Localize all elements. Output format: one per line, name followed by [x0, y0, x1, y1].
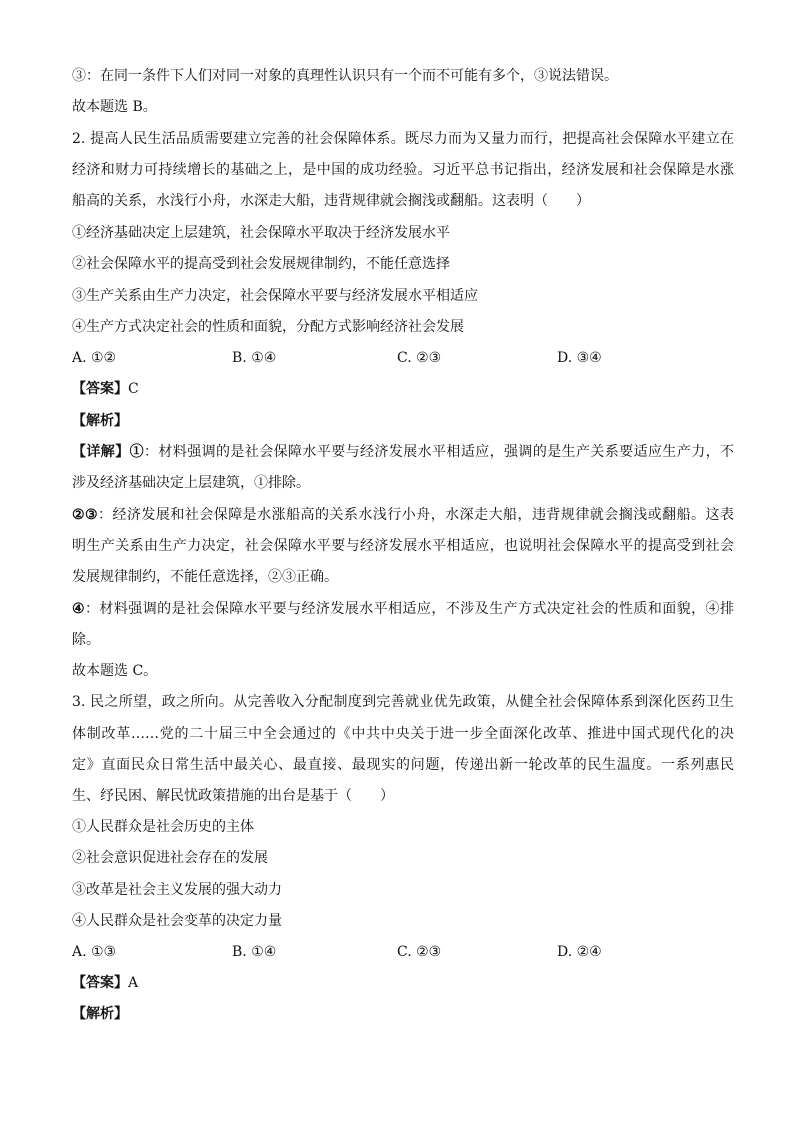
q2-stem-line-2: 经济和财力可持续增长的基础之上，是中国的成功经验。习近平总书记指出，经济发展和社会保障是水涨	[72, 162, 734, 178]
answer-tag: 【答案】	[72, 975, 128, 991]
q2-detail-2-line-2: 明生产关系由生产力决定，社会保障水平要与经济发展水平相适应，也说明社会保障水平的提高受到社会	[72, 538, 734, 554]
q3-item-2: ②社会意识促进社会存在的发展	[72, 850, 268, 866]
q3-stem-line-3: 定》直面民众日常生活中最关心、最直接、最现实的问题，传递出新一轮改革的民生温度。一系列惠民	[72, 757, 734, 773]
q2-option-c: C. ②③	[397, 350, 442, 366]
q3-stem-line-4: 生、纾民困、解民忧政策措施的出台是基于（ ）	[72, 788, 394, 804]
detail-tag: 【详解】	[72, 444, 130, 460]
prev-conclusion: 故本题选 B。	[72, 99, 157, 115]
detail-2-head: ②③	[72, 507, 99, 523]
q3-stem-line-2: 体制改革……党的二十届三中全会通过的《中共中央关于进一步全面深化改革、推进中国式现代化的决	[72, 726, 734, 742]
q3-option-c: C. ②③	[397, 944, 442, 960]
detail-1-head: ①	[129, 444, 145, 460]
q2-answer	[72, 379, 734, 399]
q2-option-d: D. ③④	[557, 350, 602, 366]
q2-item-4: ④生产方式决定社会的性质和面貌，分配方式影响经济社会发展	[72, 319, 464, 335]
q2-item-2: ②社会保障水平的提高受到社会发展规律制约，不能任意选择	[72, 256, 450, 272]
answer-value: A	[128, 975, 139, 991]
q2-conclusion: 故本题选 C。	[72, 663, 158, 679]
answer-tag: 【答案】	[72, 381, 128, 397]
q2-options	[72, 348, 752, 368]
answer-value: C	[128, 381, 139, 397]
q2-detail-3-line-1	[72, 599, 734, 619]
q2-option-b: B. ①④	[232, 350, 277, 366]
q2-stem-line-1: 2. 提高人民生活品质需要建立完善的社会保障体系。既尽力而为又量力而行，把提高社会保障水平建立在	[72, 131, 734, 147]
q2-item-1: ①经济基础决定上层建筑，社会保障水平取决于经济发展水平	[72, 225, 450, 241]
q2-item-3: ③生产关系由生产力决定，社会保障水平要与经济发展水平相适应	[72, 288, 478, 304]
q3-option-d: D. ②④	[557, 944, 602, 960]
q2-detail-1-line-2: 涉及经济基础决定上层建筑，①排除。	[72, 475, 310, 491]
q2-stem-line-3: 船高的关系，水浅行小舟，水深走大船，违背规律就会搁浅或翻船。这表明（ ）	[72, 193, 590, 209]
q3-item-1: ①人民群众是社会历史的主体	[72, 819, 254, 835]
q3-option-a: A. ①③	[72, 944, 117, 960]
q2-detail-3-line-2: 除。	[72, 632, 100, 648]
q2-option-a: A. ①②	[72, 350, 117, 366]
q3-item-3: ③改革是社会主义发展的强大动力	[72, 882, 282, 898]
q3-options	[72, 942, 752, 962]
prev-analysis-line: ③：在同一条件下人们对同一对象的真理性认识只有一个而不可能有多个，③说法错误。	[72, 68, 618, 84]
q2-analysis-tag: 【解析】	[72, 413, 128, 429]
detail-3-head: ④	[72, 601, 85, 617]
q2-detail-2-line-1	[72, 505, 734, 525]
q3-stem-line-1: 3. 民之所望，政之所向。从完善收入分配制度到完善就业优先政策，从健全社会保障体系到深化医药卫生	[72, 694, 734, 710]
detail-3-text: ：材料强调的是社会保障水平要与经济发展水平相适应，不涉及生产方式决定社会的性质和面貌，④排	[84, 601, 734, 617]
detail-2-text: ：经济发展和社会保障是水涨船高的关系水浅行小舟，水深走大船，违背规律就会搁浅或翻船。这表	[98, 507, 734, 523]
q2-detail-2-line-3: 发展规律制约，不能任意选择，②③正确。	[72, 569, 338, 585]
q2-detail-1-line-1	[72, 442, 734, 462]
q3-answer	[72, 973, 734, 993]
q3-option-b: B. ①④	[232, 944, 277, 960]
q3-item-4: ④人民群众是社会变革的决定力量	[72, 913, 282, 929]
detail-1-text: ：材料强调的是社会保障水平要与经济发展水平相适应，强调的是生产关系要适应生产力，不	[144, 444, 734, 460]
q3-analysis-tag: 【解析】	[72, 1006, 128, 1022]
